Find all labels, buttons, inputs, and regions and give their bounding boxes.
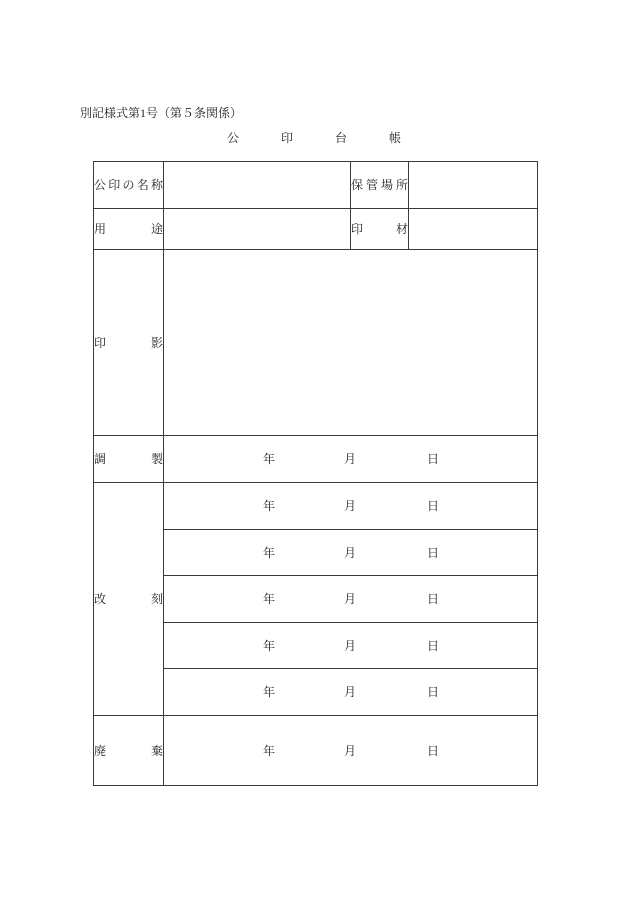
date-day-label: 日 [427, 592, 440, 606]
table-row-seal-name [94, 162, 538, 209]
seal-name-cell [164, 162, 351, 209]
table-row-manufacture [94, 436, 538, 483]
date-year-label: 年 [263, 743, 276, 758]
label-seal-impression: 印 影 [94, 335, 163, 350]
label-seal-name: 公印の名称 [94, 178, 163, 192]
date-day-label: 日 [427, 743, 440, 758]
label-storage-location: 保管場所 [351, 178, 408, 192]
date-day-label: 日 [427, 452, 440, 466]
seal-material-cell [409, 209, 538, 250]
label-seal-material: 印 材 [351, 222, 408, 236]
date-year-label: 年 [263, 638, 276, 653]
recarving-date-cell [164, 483, 538, 530]
date-month-label: 月 [344, 743, 357, 758]
label-cell-seal-material [351, 209, 409, 250]
date-month-label: 月 [344, 685, 357, 699]
date-year-label: 年 [263, 685, 276, 699]
label-cell-usage [94, 209, 164, 250]
date-month-label: 月 [344, 638, 357, 653]
recarving-date-cell [164, 623, 538, 669]
form-number: 別記様式第1号（第５条関係） [80, 106, 243, 120]
storage-location-cell [409, 162, 538, 209]
seal-impression-cell [164, 250, 538, 436]
date-year-label: 年 [263, 452, 276, 466]
table-row-seal-impression [94, 250, 538, 436]
date-month-label: 月 [344, 545, 357, 560]
label-disposal: 廃 棄 [94, 743, 163, 758]
date-month-label: 月 [344, 499, 357, 513]
date-month-label: 月 [344, 452, 357, 466]
date-day-label: 日 [427, 638, 440, 653]
date-day-label: 日 [427, 685, 440, 699]
table-row-disposal [94, 716, 538, 786]
label-cell-recarving [94, 483, 164, 716]
label-cell-seal-impression [94, 250, 164, 436]
label-usage: 用 途 [94, 222, 163, 236]
label-cell-manufacture [94, 436, 164, 483]
label-recarving: 改 刻 [94, 592, 163, 606]
disposal-date-cell [164, 716, 538, 786]
date-year-label: 年 [263, 545, 276, 560]
table-row-usage [94, 209, 538, 250]
date-day-label: 日 [427, 545, 440, 560]
manufacture-date-cell [164, 436, 538, 483]
label-cell-storage-location [351, 162, 409, 209]
usage-cell [164, 209, 351, 250]
date-year-label: 年 [263, 499, 276, 513]
seal-ledger-table [93, 161, 538, 786]
table-row-recarving-1 [94, 483, 538, 530]
date-day-label: 日 [427, 499, 440, 513]
date-year-label: 年 [263, 592, 276, 606]
document-title: 公印台帳 [227, 131, 444, 145]
recarving-date-cell [164, 669, 538, 716]
label-cell-seal-name [94, 162, 164, 209]
label-manufacture: 調 製 [94, 452, 163, 466]
recarving-date-cell [164, 530, 538, 576]
recarving-date-cell [164, 576, 538, 623]
label-cell-disposal [94, 716, 164, 786]
date-month-label: 月 [344, 592, 357, 606]
